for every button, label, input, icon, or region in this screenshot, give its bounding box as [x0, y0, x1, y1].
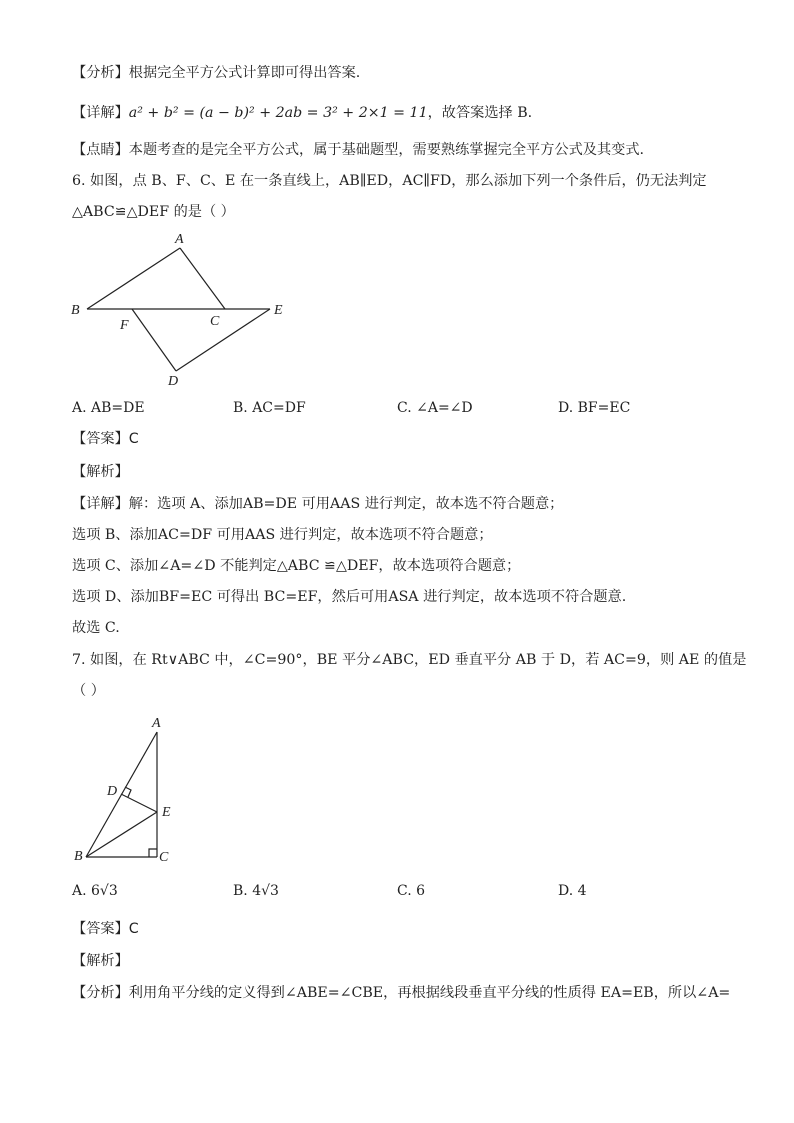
q6-label-E: E [274, 303, 283, 318]
q6-seg-DE [176, 309, 270, 371]
q6-detail-4: 选项 D、添加BF=EC 可得出 BC=EF，然后可用ASA 进行判定，故本选项不符合题意. [72, 589, 627, 605]
q6-seg-BA [87, 248, 180, 309]
analysis-text: 根据完全平方公式计算即可得出答案. [128, 65, 361, 81]
q6-detail-3: 选项 C、添加∠A=∠D 不能判定△ABC ≌△DEF，故本选项符合题意； [72, 558, 521, 574]
q7-stem-line1: 7. 如图，在 Rt∨ABC 中，∠C=90°，BE 平分∠ABC，ED 垂直平分 AB 于 D，若 AC=9，则 AE 的值是 [72, 652, 747, 668]
q6-figure [60, 228, 300, 393]
q6-label-F: F [120, 318, 129, 333]
q6-detail-5: 故选 C. [72, 620, 120, 636]
q7-option-a: A. 6√3 [72, 883, 118, 899]
q6-label-C: C [210, 314, 220, 329]
q7-label-A: A [152, 716, 161, 731]
q6-answer: 【答案】C [72, 431, 139, 447]
q7-answer: 【答案】C [72, 921, 139, 937]
q7-label-B: B [74, 849, 83, 864]
q6-option-d: D. BF=EC [558, 400, 631, 416]
q7-figure [68, 712, 198, 872]
detail-line [72, 103, 532, 123]
q7-seg-BE [86, 812, 157, 857]
q7-label-C: C [159, 850, 169, 865]
q7-option-d: D. 4 [558, 883, 587, 899]
q6-option-a: A. AB=DE [72, 400, 145, 416]
q7-analysis: 【分析】利用角平分线的定义得到∠ABE=∠CBE，再根据线段垂直平分线的性质得 EA=EB，所以∠A= [72, 985, 731, 1001]
q6-option-b: B. AC=DF [233, 400, 306, 416]
analysis-tag: 【分析】 [72, 65, 129, 81]
comment-tag: 【点睛】 [72, 142, 129, 158]
q6-option-c: C. ∠A=∠D [397, 400, 473, 416]
q6-seg-FD [132, 309, 176, 371]
q7-seg-DE [121, 794, 157, 812]
detail-text: ，故答案选择 B. [427, 105, 533, 121]
q7-right-angle-C [149, 849, 157, 857]
q6-stem-line1: 6. 如图，点 B、F、C、E 在一条直线上，AB∥ED，AC∥FD，那么添加下列一个条件后，仍无法判定 [72, 173, 707, 189]
q6-seg-AC [180, 248, 225, 309]
analysis-line [72, 63, 360, 83]
q7-label-E: E [162, 805, 171, 820]
detail-formula: a² + b² = (a − b)² + 2ab = 3² + 2×1 = 11 [128, 105, 428, 121]
comment-text: 本题考查的是完全平方公式，属于基础题型，需要熟练掌握完全平方公式及其变式. [128, 142, 645, 158]
q7-option-b: B. 4√3 [233, 883, 279, 899]
q6-detail-1: 【详解】解：选项 A、添加AB=DE 可用AAS 进行判定，故本选不符合题意； [72, 496, 564, 512]
q7-right-angle-D [125, 787, 131, 797]
q7-stem-line2: （ ） [72, 683, 105, 699]
q6-label-B: B [71, 303, 80, 318]
q6-stem-line2: △ABC≌△DEF 的是（ ） [72, 204, 235, 220]
q7-option-c: C. 6 [397, 883, 426, 899]
q7-label-D: D [107, 784, 118, 799]
q6-detail-2: 选项 B、添加AC=DF 可用AAS 进行判定，故本选项不符合题意； [72, 527, 493, 543]
q6-jiexi: 【解析】 [72, 464, 129, 480]
q7-jiexi: 【解析】 [72, 953, 129, 969]
detail-tag: 【详解】 [72, 105, 129, 121]
comment-line [72, 140, 644, 160]
q6-label-D: D [168, 374, 179, 389]
q6-label-A: A [175, 232, 184, 247]
